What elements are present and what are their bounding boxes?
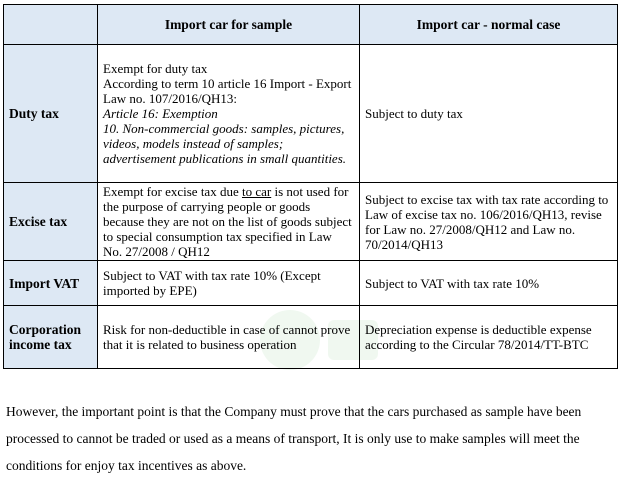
- duty-sample-line-3: Article 16: Exemption: [103, 106, 218, 121]
- row-label-excise-tax: Excise tax: [4, 183, 98, 261]
- cell-excise-sample: [98, 183, 360, 261]
- cell-corp-sample: Risk for non-deductible in case of cannot prove that it is related to business operation: [98, 306, 360, 369]
- cell-excise-normal: Subject to excise tax with tax rate according to Law of excise tax no. 106/2016/QH13, revise for Law no. 27/2008/QH12 and Law no. 70/2014/QH13: [360, 183, 618, 261]
- table-row-duty-tax: [4, 45, 618, 183]
- row-label-duty-tax: Duty tax: [4, 45, 98, 183]
- duty-sample-line-4: 10. Non-commercial goods: samples, pictures, videos, models instead of samples; advertisement publications in small quantities.: [103, 121, 347, 166]
- row-label-corporation-income-tax: Corporation income tax: [4, 306, 98, 369]
- header-import-car-normal: Import car - normal case: [360, 5, 618, 45]
- table-row-excise-tax: [4, 183, 618, 261]
- header-corner-cell: [4, 5, 98, 45]
- table-row-import-vat: [4, 261, 618, 306]
- body-paragraph: However, the important point is that the Company must prove that the cars purchased as sample have been processed to cannot be traded or used as a means of transport, It is only use to make samples will meet the conditions for enjoy tax incentives as above.: [6, 404, 582, 473]
- cell-vat-sample: Subject to VAT with tax rate 10% (Except imported by EPE): [98, 261, 360, 306]
- tax-comparison-table: [3, 4, 618, 369]
- excise-sample-prefix: Exempt for excise tax due: [103, 184, 242, 199]
- cell-duty-sample: [98, 45, 360, 183]
- cell-corp-normal: Depreciation expense is deductible expense according to the Circular 78/2014/TT-BTC: [360, 306, 618, 369]
- cell-duty-normal: Subject to duty tax: [360, 45, 618, 183]
- duty-sample-line-2: According to term 10 article 16 Import - Export Law no. 107/2016/QH13:: [103, 76, 352, 106]
- header-import-car-sample: Import car for sample: [98, 5, 360, 45]
- row-label-import-vat: Import VAT: [4, 261, 98, 306]
- duty-sample-line-1: Exempt for duty tax: [103, 61, 208, 76]
- cell-vat-normal: Subject to VAT with tax rate 10%: [360, 261, 618, 306]
- excise-sample-underlined: to car: [241, 184, 272, 199]
- table-row-corporation-income-tax: [4, 306, 618, 369]
- excise-sample-suffix: is not used for the purpose of carrying people or goods because they are not on the list of goods subject to special consumption tax specified in Law No. 27/2008 / QH12: [103, 184, 352, 259]
- table-header-row: [4, 5, 618, 45]
